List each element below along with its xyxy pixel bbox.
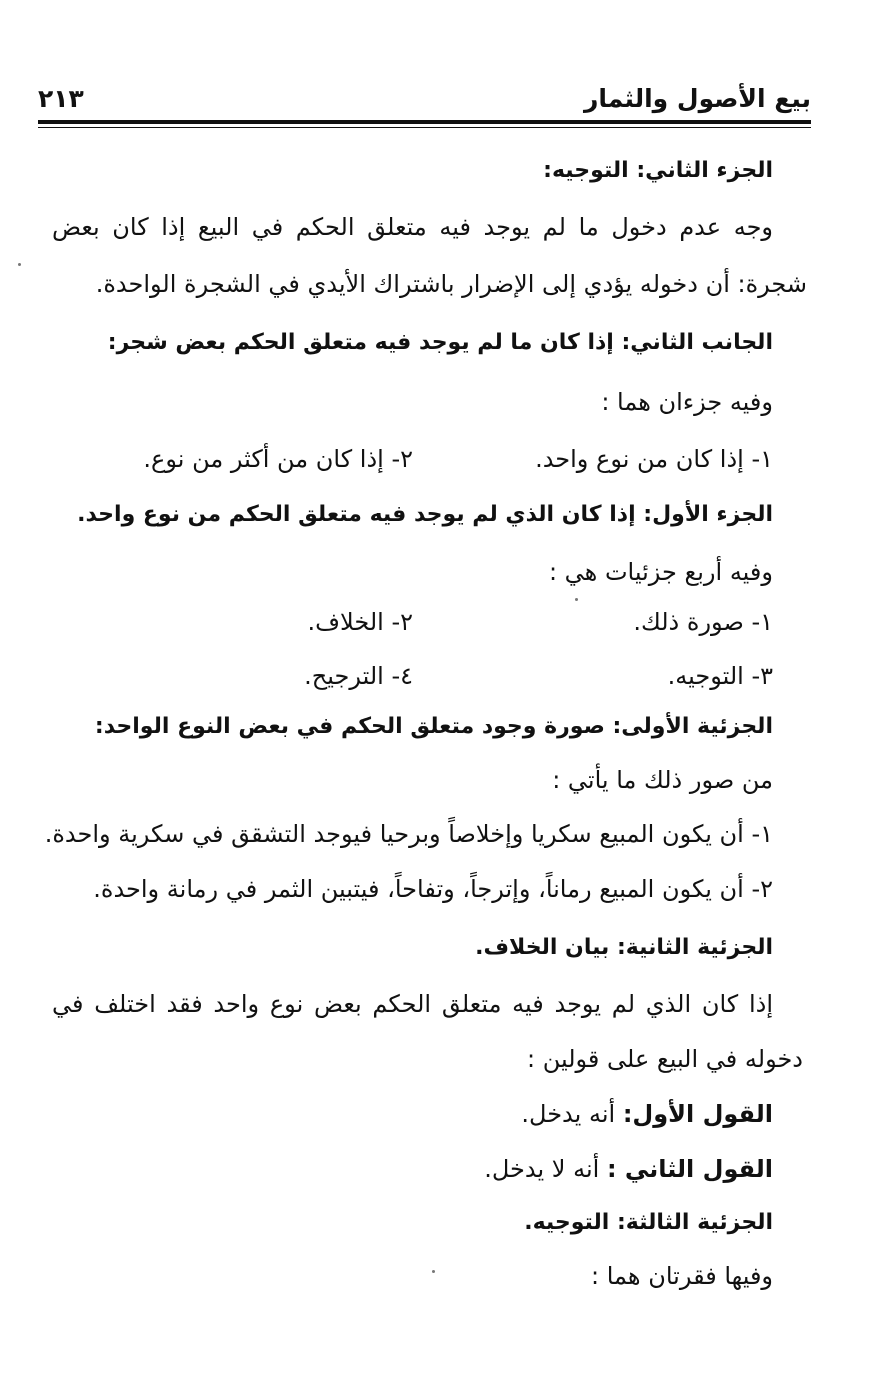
opinion-line [484,1155,773,1183]
scan-speck [432,1270,435,1273]
paragraph-line: وفيه جزءان هما : [601,388,773,416]
opinion-text: أنه يدخل. [521,1100,616,1128]
paragraph-line: وفيها فقرتان هما : [591,1262,773,1290]
page-number: ٢١٣ [38,84,84,113]
scan-speck [18,263,21,266]
section-heading: الجزء الثاني: التوجيه: [543,158,773,183]
header-title: بيع الأصول والثمار [583,84,811,113]
header-rule-thin [38,127,811,128]
paragraph-line: إذا كان الذي لم يوجد فيه متعلق الحكم بعض نوع واحد فقد اختلف في [52,990,773,1018]
section-heading: الجزء الأول: إذا كان الذي لم يوجد فيه متعلق الحكم من نوع واحد. [77,502,773,527]
opinion-text: أنه لا يدخل. [484,1155,600,1183]
section-heading: الجزئية الثانية: بيان الخلاف. [475,935,773,960]
list-item: ١- صورة ذلك. [633,608,773,636]
list-item: ١- إذا كان من نوع واحد. [535,445,773,473]
list-item: ٢- إذا كان من أكثر من نوع. [143,445,413,473]
list-item: ٢- أن يكون المبيع رماناً، وإترجاً، وتفاحاً، فيتبين الثمر في رمانة واحدة. [93,875,773,903]
paragraph-line: شجرة: أن دخوله يؤدي إلى الإضرار باشتراك الأيدي في الشجرة الواحدة. [95,270,807,298]
section-heading: الجانب الثاني: إذا كان ما لم يوجد فيه متعلق الحكم بعض شجر: [107,330,773,355]
opinion-label: القول الثاني : [606,1155,773,1183]
list-item: ٣- التوجيه. [667,662,773,690]
opinion-label: القول الأول: [622,1100,773,1128]
scan-speck [575,598,578,601]
section-heading: الجزئية الثالثة: التوجيه. [524,1210,773,1235]
section-heading: الجزئية الأولى: صورة وجود متعلق الحكم في بعض النوع الواحد: [94,714,773,739]
paragraph-line: من صور ذلك ما يأتي : [552,766,773,794]
paragraph-line: وجه عدم دخول ما لم يوجد فيه متعلق الحكم في البيع إذا كان بعض [52,213,773,241]
paragraph-line: وفيه أربع جزئيات هي : [548,558,773,586]
list-item: ١- أن يكون المبيع سكريا وإخلاصاً وبرحيا فيوجد التشقق في سكرية واحدة. [44,820,773,848]
running-header [38,78,811,118]
opinion-line [521,1100,773,1128]
list-item: ٢- الخلاف. [307,608,413,636]
header-rule-thick [38,120,811,124]
paragraph-line: دخوله في البيع على قولين : [526,1045,803,1073]
list-item: ٤- الترجيح. [304,662,413,690]
